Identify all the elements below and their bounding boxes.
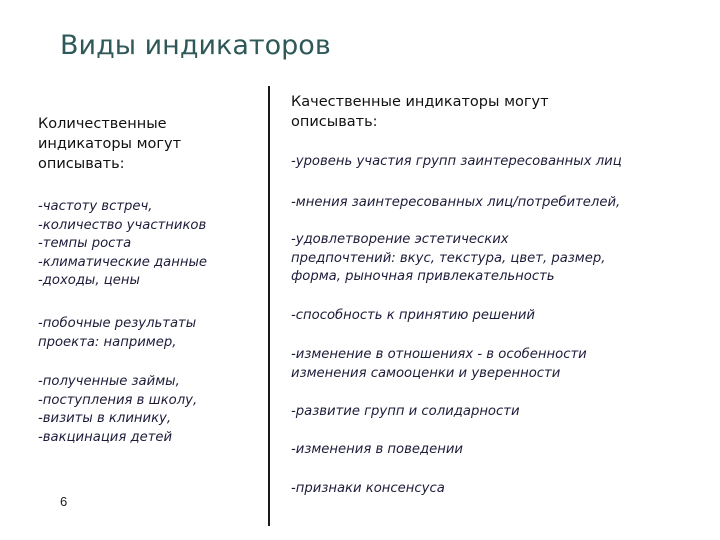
- right-item-decision-making: -способность к принятию решений: [291, 308, 535, 323]
- right-heading: Качественные индикаторы могут описывать:: [291, 94, 549, 130]
- column-divider: [268, 86, 270, 526]
- right-item-group-development: -развитие групп и солидарности: [291, 404, 520, 419]
- right-item-opinions: -мнения заинтересованных лиц/потребителей,: [291, 195, 621, 210]
- right-item-aesthetic: -удовлетворение эстетических предпочтений: вкус, текстура, цвет, размер, форма, рыночная привлекательность: [291, 232, 606, 285]
- left-list-side-results: -побочные результаты проекта: например,: [38, 316, 197, 350]
- slide-title: Виды индикаторов: [60, 30, 331, 61]
- page-number: 6: [60, 494, 68, 509]
- right-item-consensus: -признаки консенсуса: [291, 481, 445, 496]
- right-item-relations: -изменение в отношениях - в особенности изменения самооценки и уверенности: [291, 347, 587, 381]
- right-item-participation: -уровень участия групп заинтересованных лиц: [291, 154, 622, 169]
- left-list-examples: -полученные займы, -поступления в школу, -визиты в клинику, -вакцинация детей: [38, 374, 198, 445]
- left-heading: Количественные индикаторы могут описывать:: [38, 116, 182, 172]
- left-list-quantitative: -частоту встреч, -количество участников -темпы роста -климатические данные -доходы, цены: [38, 199, 207, 289]
- right-item-behavior: -изменения в поведении: [291, 442, 463, 457]
